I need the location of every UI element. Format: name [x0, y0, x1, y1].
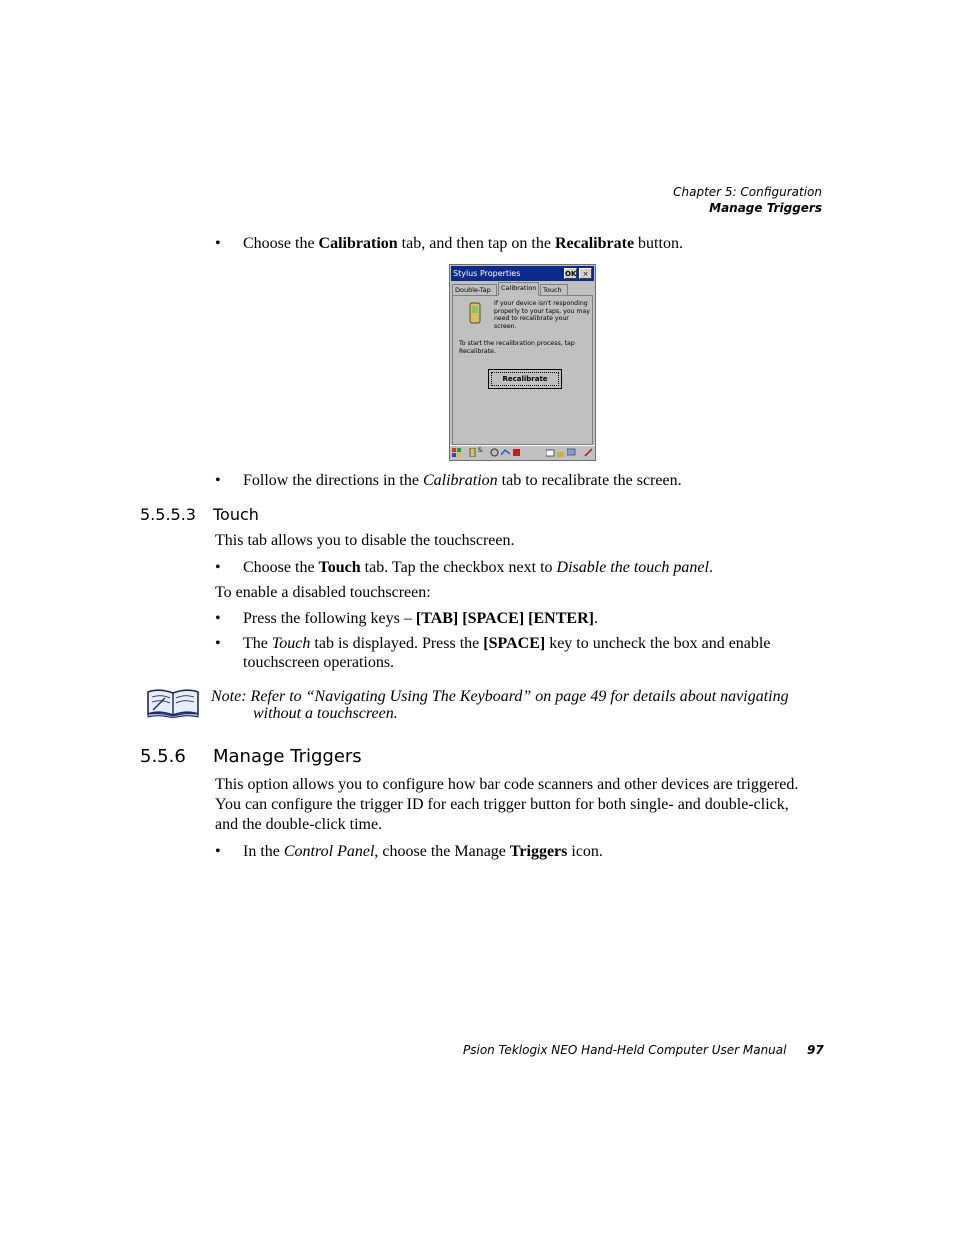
bullet-marker: •	[215, 472, 221, 489]
section-number-touch: 5.5.5.3	[140, 505, 196, 524]
touch-tab-instruction: Choose the Touch tab. Tap the checkbox next to Disable the touch panel.	[243, 559, 713, 576]
note-text-line2: without a touchscreen.	[253, 705, 398, 722]
window-titlebar	[451, 266, 594, 281]
triggers-paragraph-line3: and the double-click time.	[215, 816, 383, 833]
running-header-section: Manage Triggers	[709, 201, 822, 215]
book-icon	[145, 686, 201, 718]
network-icon[interactable]	[490, 448, 499, 457]
window-title: Stylus Properties	[453, 269, 521, 278]
bullet-marker: •	[215, 635, 221, 652]
touch-displayed-instruction: The Touch tab is displayed. Press the [SPACE] key to uncheck the box and enable	[243, 635, 771, 652]
recalibrate-button[interactable]: Recalibrate	[488, 369, 562, 389]
calibration-panel	[452, 295, 593, 445]
footer-title: Psion Teklogix NEO Hand-Held Computer User Manual	[463, 1043, 787, 1057]
triggers-instruction: In the Control Panel, choose the Manage Triggers icon.	[243, 843, 603, 860]
tab-double-tap[interactable]: Double-Tap	[452, 284, 497, 295]
tab-touch[interactable]: Touch	[540, 284, 568, 295]
signal-icon[interactable]	[512, 448, 521, 457]
bullet-marker: •	[215, 610, 221, 627]
stylus-icon[interactable]	[584, 448, 593, 457]
tab-calibration[interactable]: Calibration	[498, 282, 539, 296]
bullet-marker: •	[215, 559, 221, 576]
start-icon[interactable]	[452, 448, 461, 457]
status-text: S.	[478, 447, 484, 454]
triggers-paragraph-line1: This option allows you to configure how bar code scanners and other devices are triggered.	[215, 776, 799, 793]
keys-instruction: Press the following keys – [TAB] [SPACE] [ENTER].	[243, 610, 598, 627]
desktop-icon[interactable]	[567, 448, 576, 457]
battery-icon[interactable]	[468, 448, 477, 457]
running-header-chapter: Chapter 5: Configuration	[673, 185, 822, 199]
lock-icon[interactable]	[556, 448, 565, 457]
note-text: Note: Refer to “Navigating Using The Keyboard” on page 49 for details about navigating	[211, 688, 789, 705]
touch-intro: This tab allows you to disable the touchscreen.	[215, 532, 515, 549]
taskbar	[450, 445, 595, 460]
follow-directions-text: Follow the directions in the Calibration tab to recalibrate the screen.	[243, 472, 682, 489]
device-icon	[469, 302, 481, 324]
ok-button[interactable]: OK	[565, 270, 577, 278]
calibration-message: If your device isn't responding properly to your taps, you may need to recalibrate your screen.	[494, 300, 590, 330]
enable-intro: To enable a disabled touchscreen:	[215, 584, 431, 601]
bullet-marker: •	[215, 843, 221, 860]
connection-icon[interactable]	[501, 448, 510, 457]
calibration-instruction-text: To start the recalibration process, tap Recalibrate.	[459, 340, 575, 355]
triggers-paragraph-line2: You can configure the trigger ID for each trigger button for both single- and double-click,	[215, 796, 789, 813]
section-number-triggers: 5.5.6	[140, 746, 186, 767]
section-title-triggers: Manage Triggers	[213, 746, 362, 767]
bullet-marker: •	[215, 235, 221, 252]
stylus-properties-screenshot	[449, 264, 596, 461]
close-button[interactable]: ×	[579, 268, 592, 279]
keyboard-icon[interactable]	[546, 448, 555, 457]
page-number: 97	[807, 1043, 824, 1057]
section-title-touch: Touch	[213, 505, 259, 524]
calibration-instruction: Choose the Calibration tab, and then tap on the Recalibrate button.	[243, 235, 683, 252]
touch-displayed-instruction-line2: touchscreen operations.	[243, 654, 395, 671]
